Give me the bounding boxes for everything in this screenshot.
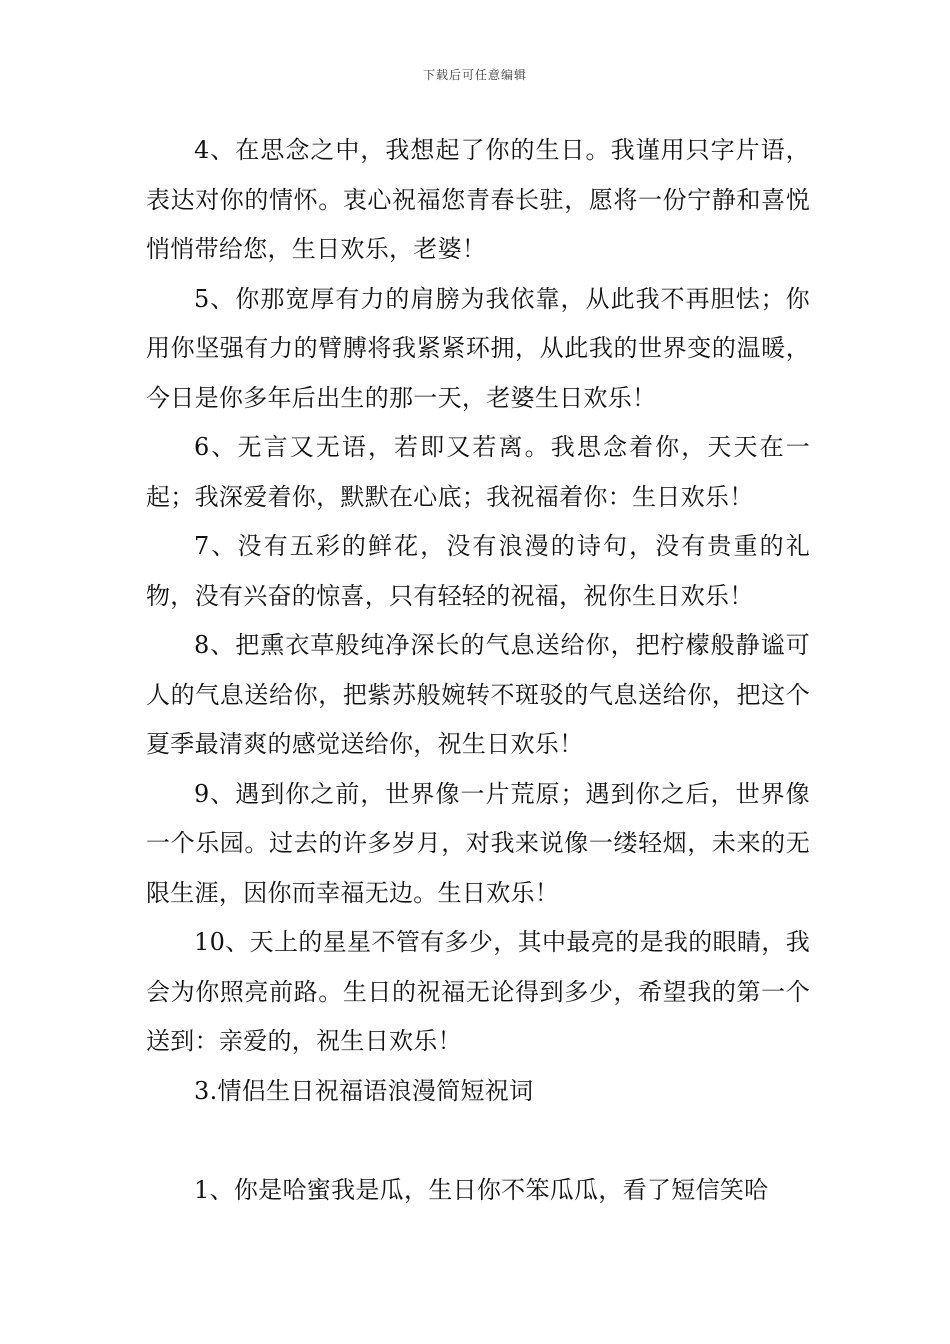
page-header-note: 下载后可任意编辑 <box>422 68 527 82</box>
paragraph-9: 9、遇到你之前，世界像一片荒原；遇到你之后，世界像一个乐园。过去的许多岁月，对我来说像一缕轻烟，未来的无限生涯，因你而幸福无边。生日欢乐！ <box>146 779 810 907</box>
paragraph-4: 4、在思念之中，我想起了你的生日。我谨用只字片语，表达对你的情怀。衷心祝福您青春长驻，愿将一份宁静和喜悦悄悄带给您，生日欢乐，老婆！ <box>146 136 810 263</box>
paragraph-7: 7、没有五彩的鲜花，没有浪漫的诗句，没有贵重的礼物，没有兴奋的惊喜，只有轻轻的祝福，祝你生日欢乐！ <box>146 532 810 610</box>
paragraph-6: 6、无言又无语，若即又若离。我思念着你，天天在一起；我深爱着你，默默在心底；我祝福着你：生日欢乐！ <box>146 433 810 511</box>
blank-line <box>146 1116 810 1166</box>
paragraph-10: 10、天上的星星不管有多少，其中最亮的是我的眼睛，我会为你照亮前路。生日的祝福无论得到多少，希望我的第一个送到：亲爱的，祝生日欢乐！ <box>146 928 810 1055</box>
section-title: 3.情侣生日祝福语浪漫简短祝词 <box>194 1076 534 1105</box>
paragraph-tail: 1、你是哈蜜我是瓜，生日你不笨瓜瓜，看了短信笑哈 <box>194 1175 769 1204</box>
paragraph-8: 8、把熏衣草般纯净深长的气息送给你，把柠檬般静谧可人的气息送给你，把紫苏般婉转不斑驳的气息送给你，把这个夏季最清爽的感觉送给你，祝生日欢乐！ <box>146 631 810 758</box>
document-body <box>146 126 810 1215</box>
paragraph-5: 5、你那宽厚有力的肩膀为我依靠，从此我不再胆怯；你用你坚强有力的臂膊将我紧紧环拥，从此我的世界变的温暖，今日是你多年后出生的那一天，老婆生日欢乐！ <box>146 284 810 412</box>
